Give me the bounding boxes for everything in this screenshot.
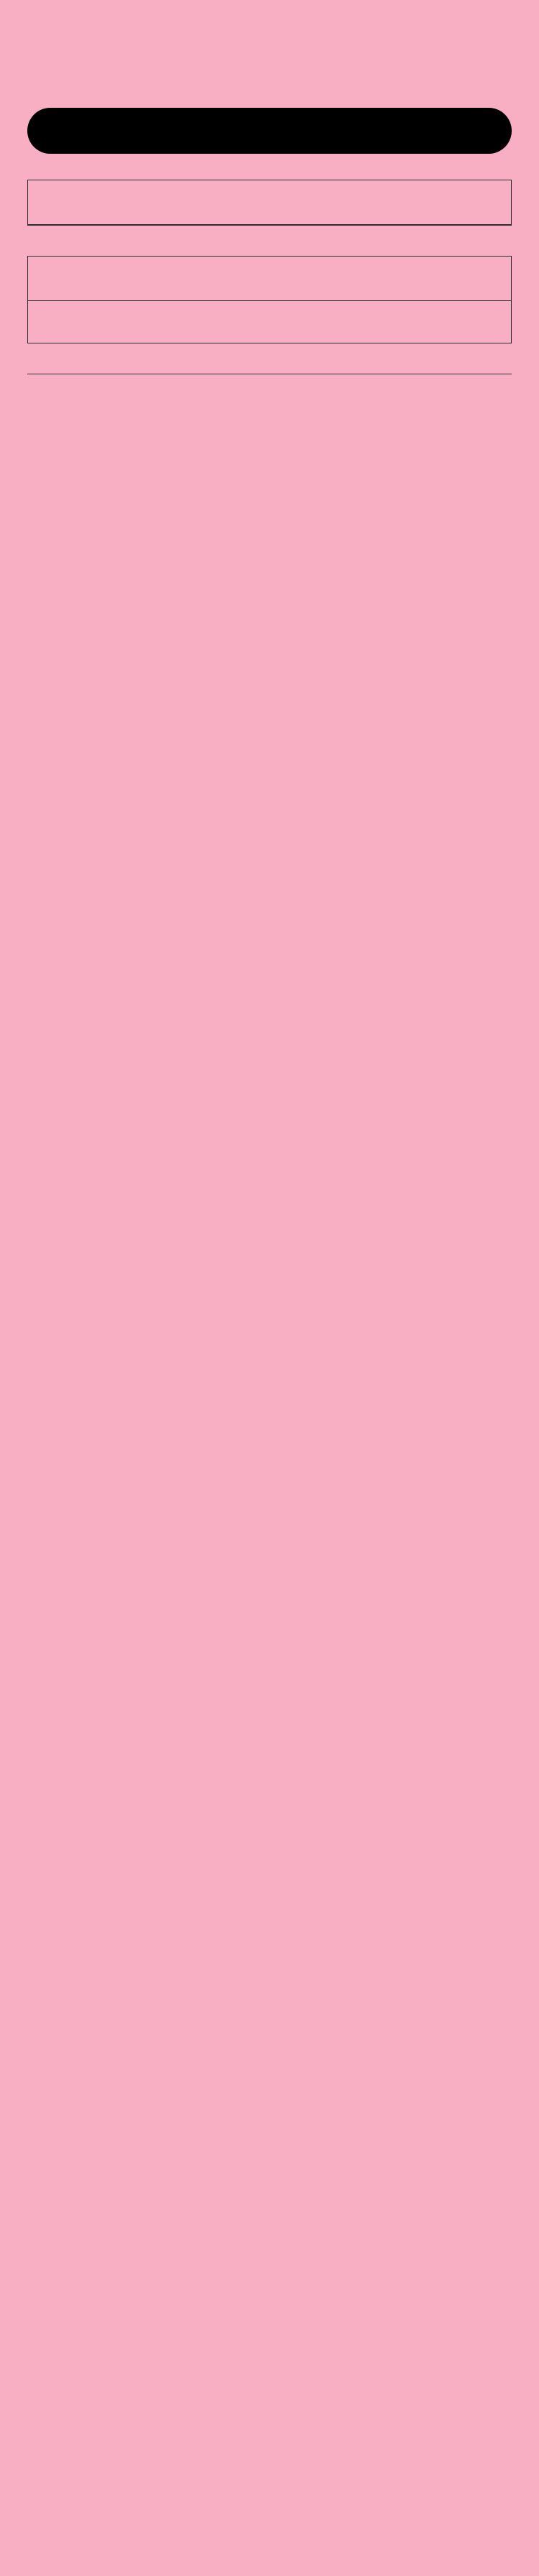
invalid-id-table — [27, 256, 512, 343]
page-title — [27, 0, 512, 108]
invalid-id-section — [28, 301, 511, 343]
section-banner — [27, 108, 512, 154]
valid-id-header — [28, 180, 511, 225]
valid-id-table — [27, 180, 512, 226]
ticket-guide-page — [0, 0, 539, 429]
invalid-id-header — [28, 257, 511, 301]
